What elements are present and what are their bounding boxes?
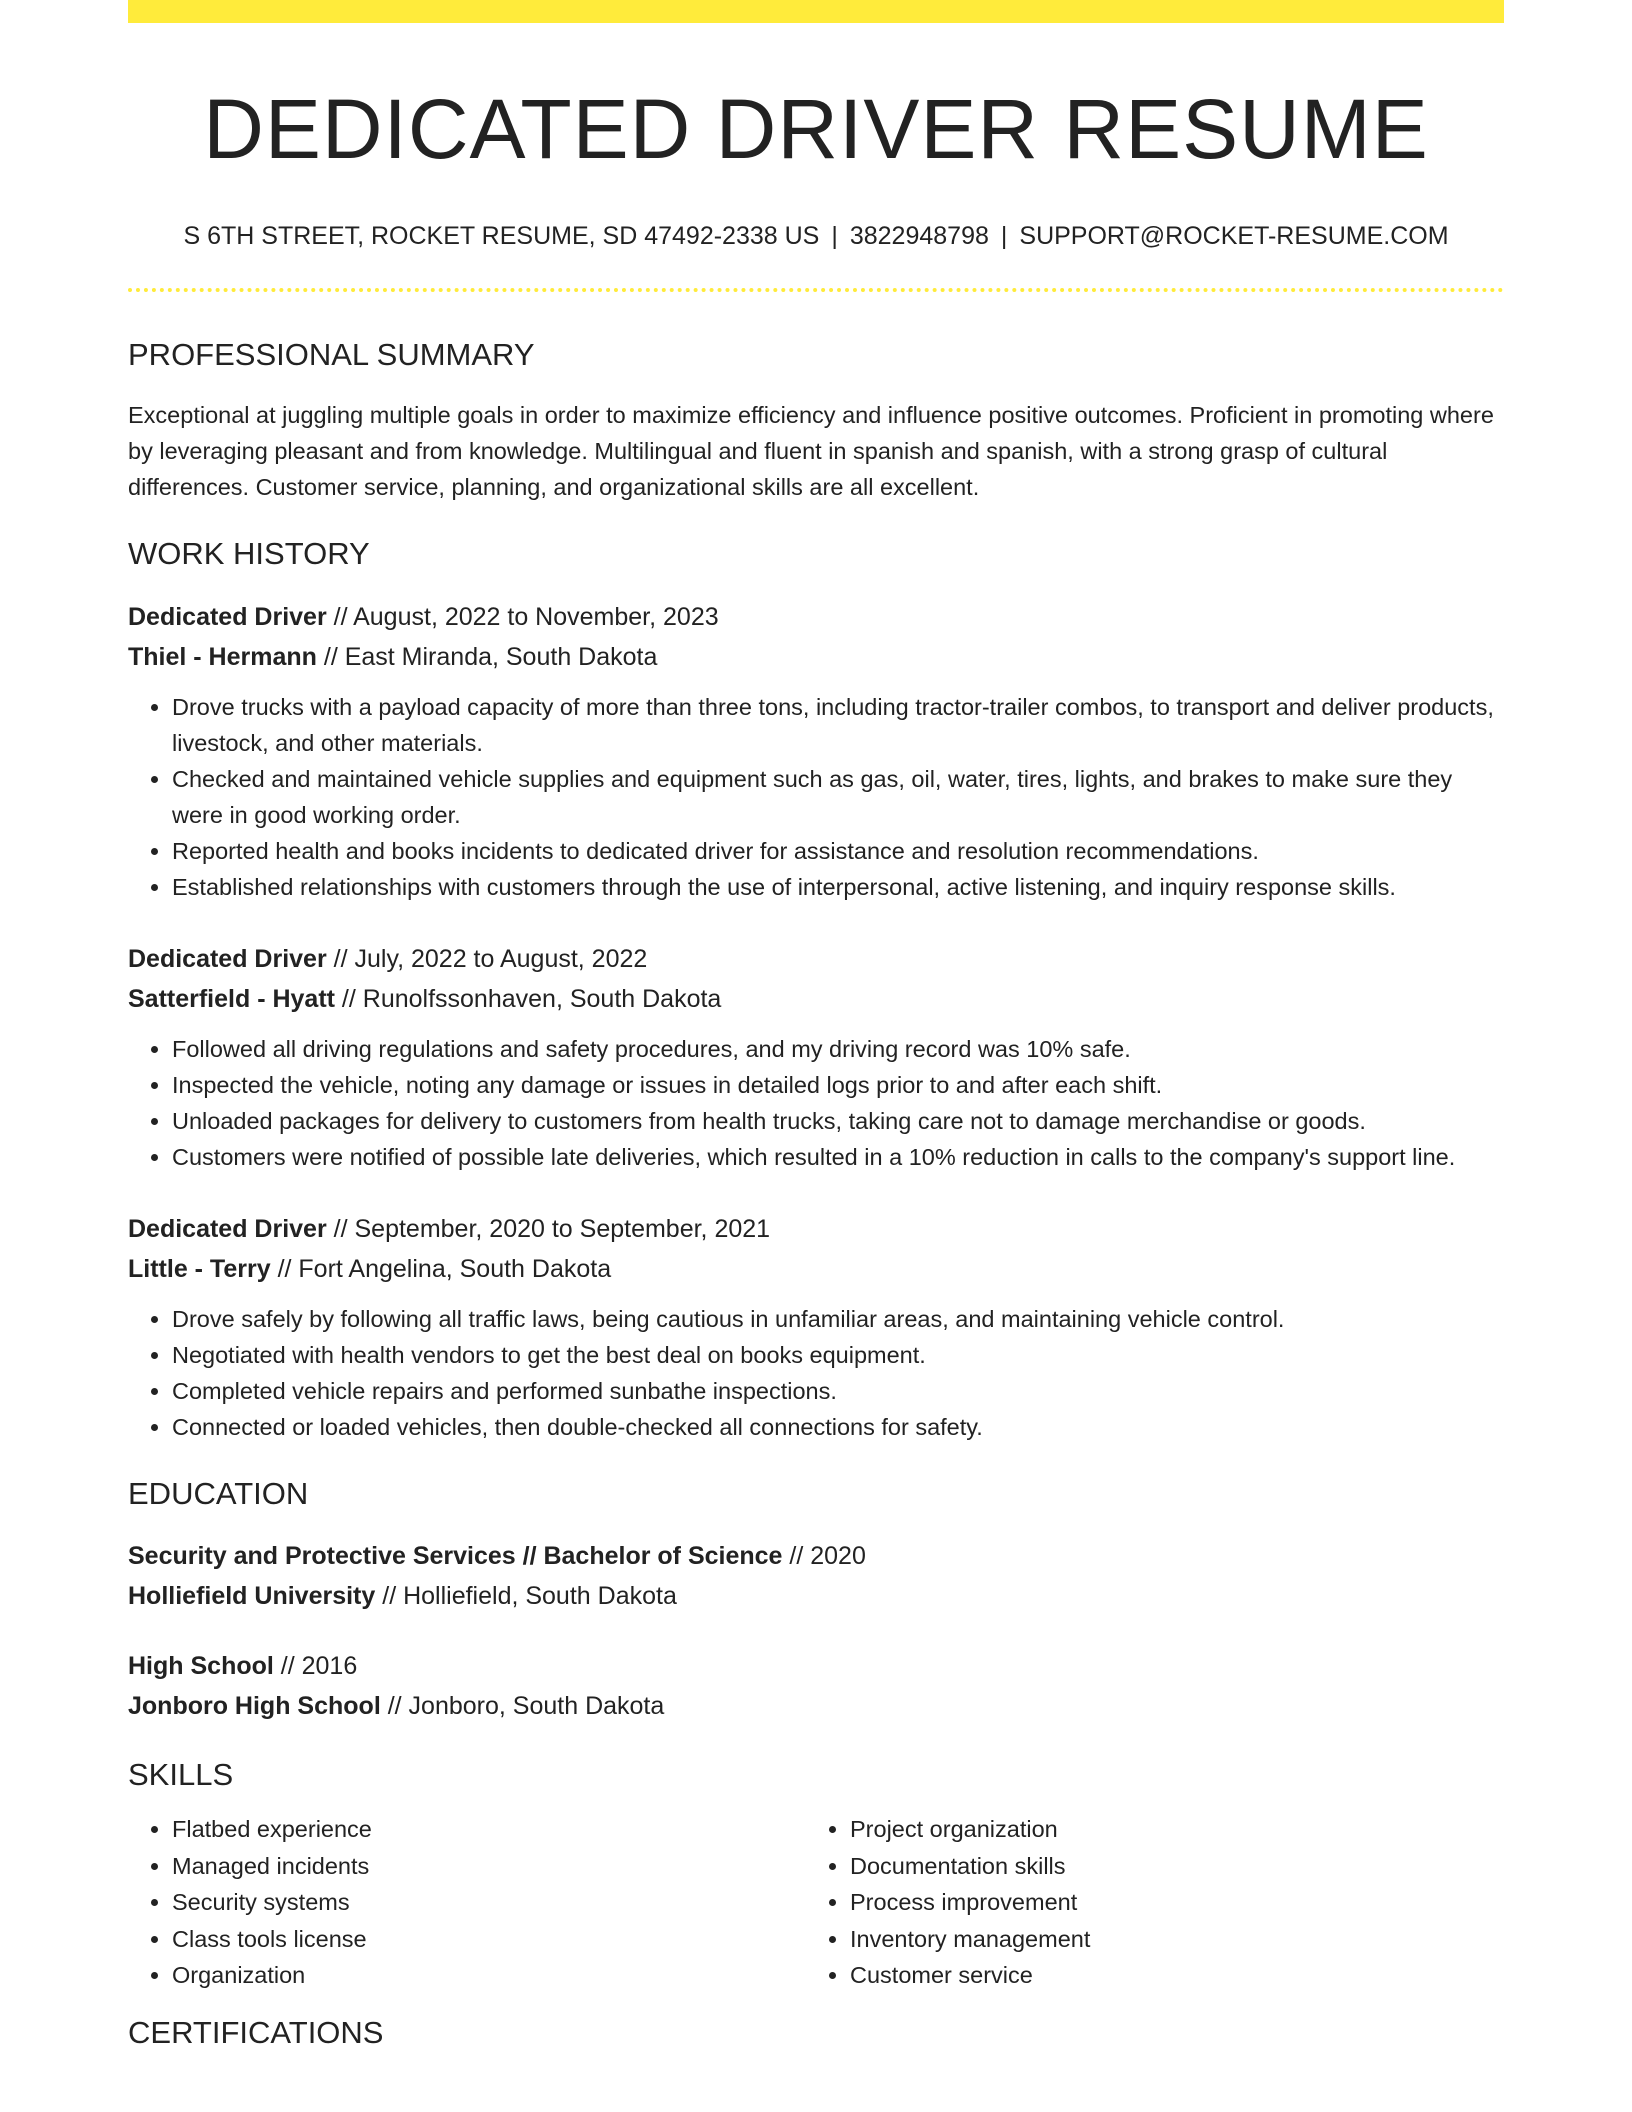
skills-grid [128,1811,1504,1994]
skill-item: • Customer service [850,1957,1484,1994]
job-bullet: • Reported health and books incidents to dedicated driver for assistance and resolution recommendations. [172,833,1504,869]
skill-item: • Documentation skills [850,1848,1484,1885]
education-entry [128,1536,1504,1616]
education-school-line [128,1686,1504,1726]
skills-column-left [128,1811,806,1994]
skill-item: • Inventory management [850,1921,1484,1958]
job-title: Dedicated Driver [128,602,327,631]
skills-column-right [806,1811,1484,1994]
education-degree-line [128,1646,1504,1686]
work-history-heading: WORK HISTORY [128,536,370,572]
job-bullet: • Checked and maintained vehicle supplies and equipment such as gas, oil, water, tires, lights, and brakes to make sure they were in good working order. [172,761,1504,833]
job-location: // Runolfssonhaven, South Dakota [334,984,722,1013]
job-title: Dedicated Driver [128,1214,327,1243]
education-school: Jonboro High School [128,1691,381,1720]
job-entry [128,597,1504,905]
job-bullet: • Negotiated with health vendors to get the best deal on books equipment. [172,1337,1504,1373]
job-bullet: • Drove trucks with a payload capacity of more than three tons, including tractor-trailer combos, to transport and deliver products, livestock, and other materials. [172,689,1504,761]
contact-separator: | [1000,221,1008,250]
education-heading: EDUCATION [128,1475,309,1511]
education-school: Holliefield University [128,1581,376,1610]
summary-heading: PROFESSIONAL SUMMARY [128,337,535,373]
job-bullet: • Followed all driving regulations and safety procedures, and my driving record was 10% safe. [172,1031,1504,1067]
job-title-line [128,597,1504,637]
job-location: // Fort Angelina, South Dakota [270,1254,612,1283]
skill-item: • Organization [172,1957,806,1994]
job-bullets [128,1031,1504,1175]
job-company-line [128,637,1504,677]
education-degree-line [128,1536,1504,1576]
contact-address: S 6TH STREET, ROCKET RESUME, SD 47492-2338 US [183,221,820,250]
job-dates: // August, 2022 to November, 2023 [326,602,719,631]
education-year: // 2016 [273,1651,358,1680]
job-title-line [128,1209,1504,1249]
resume-title: DEDICATED DRIVER RESUME [203,82,1429,176]
job-bullet: • Inspected the vehicle, noting any damage or issues in detailed logs prior to and after each shift. [172,1067,1504,1103]
job-bullet: • Unloaded packages for delivery to customers from health trucks, taking care not to damage merchandise or goods. [172,1103,1504,1139]
job-company: Little - Terry [128,1254,271,1283]
skill-item: • Class tools license [172,1921,806,1958]
contact-phone: 3822948798 [849,221,989,250]
education-entry [128,1646,1504,1726]
job-dates: // September, 2020 to September, 2021 [326,1214,771,1243]
skill-item: • Process improvement [850,1884,1484,1921]
job-dates: // July, 2022 to August, 2022 [326,944,648,973]
dotted-divider [128,288,1504,292]
education-degree: High School [128,1651,274,1680]
education-year: // 2020 [782,1541,866,1570]
summary-text: Exceptional at juggling multiple goals in order to maximize efficiency and influence positive outcomes. Proficient in promoting where by leveraging pleasant and from knowledge. Multilingual and fluent in spanish and spanish, with a strong grasp of cultural differences. Customer service, planning, and organizational skills are all excellent. [128,402,1494,501]
top-accent-bar [128,0,1504,23]
certifications-heading: CERTIFICATIONS [128,2014,384,2050]
job-entry [128,1209,1504,1445]
job-bullet: • Connected or loaded vehicles, then double-checked all connections for safety. [172,1409,1504,1445]
skill-item: • Security systems [172,1884,806,1921]
job-bullets [128,689,1504,905]
education-location: // Jonboro, South Dakota [380,1691,665,1720]
education-degree: Security and Protective Services // Bachelor of Science [128,1541,783,1570]
education-school-line [128,1576,1504,1616]
contact-line [128,220,1504,253]
job-bullet: • Customers were notified of possible late deliveries, which resulted in a 10% reduction in calls to the company's support line. [172,1139,1504,1175]
job-title-line [128,939,1504,979]
job-company-line [128,1249,1504,1289]
contact-email: SUPPORT@ROCKET-RESUME.COM [1019,221,1449,250]
job-title: Dedicated Driver [128,944,327,973]
job-company: Thiel - Hermann [128,642,317,671]
contact-separator: | [831,221,838,250]
job-entry [128,939,1504,1175]
job-bullet: • Drove safely by following all traffic laws, being cautious in unfamiliar areas, and maintaining vehicle control. [172,1301,1504,1337]
skill-item: • Managed incidents [172,1848,806,1885]
skill-item: • Flatbed experience [172,1811,806,1848]
resume-page [128,0,1504,2051]
job-location: // East Miranda, South Dakota [316,642,658,671]
job-bullets [128,1301,1504,1445]
skill-item: • Project organization [850,1811,1484,1848]
job-bullet: • Completed vehicle repairs and performed sunbathe inspections. [172,1373,1504,1409]
job-bullet: • Established relationships with customers through the use of interpersonal, active listening, and inquiry response skills. [172,869,1504,905]
job-company: Satterfield - Hyatt [128,984,335,1013]
education-location: // Holliefield, South Dakota [375,1581,677,1610]
job-company-line [128,979,1504,1019]
skills-heading: SKILLS [128,1756,234,1792]
